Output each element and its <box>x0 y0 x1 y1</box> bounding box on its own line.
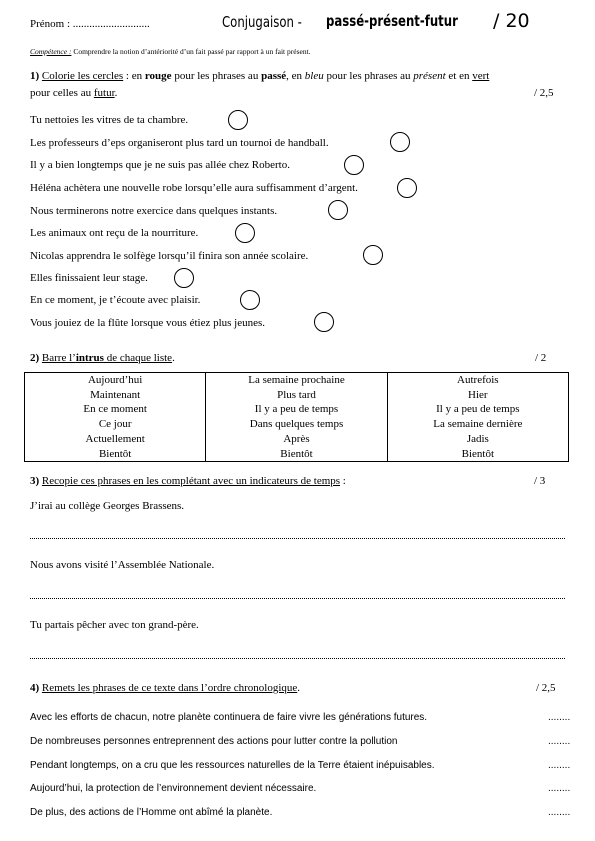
prenom-field[interactable]: Prénom : ............................ <box>30 18 150 30</box>
word-item[interactable]: La semaine prochaine <box>248 374 345 386</box>
ex3-instruction: 3) Recopie ces phrases en les complétant avec un indicateurs de temps : <box>30 475 346 487</box>
ex1-sentence: Nous terminerons notre exercice dans quelques instants. <box>30 205 278 217</box>
word-item[interactable]: En ce moment <box>83 403 147 416</box>
answer-line[interactable] <box>30 658 565 659</box>
ex4-score: / 2,5 <box>536 682 556 694</box>
ex1-sentence: Héléna achètera une nouvelle robe lorsqu’elle aura suffisamment d’argent. <box>30 182 358 194</box>
title-subject: Conjugaison - <box>222 13 302 31</box>
word-item[interactable]: Plus tard <box>277 388 316 401</box>
page-title: passé-présent-futur <box>326 12 458 30</box>
ex1-instruction-line2: pour celles au futur. <box>30 87 118 99</box>
color-circle[interactable] <box>344 155 364 175</box>
color-circle[interactable] <box>397 178 417 198</box>
word-item[interactable]: Actuellement <box>85 432 145 445</box>
word-item[interactable]: Il y a peu de temps <box>254 403 339 416</box>
word-list-3 <box>387 373 568 462</box>
color-circle[interactable] <box>363 245 383 265</box>
competence-label: Compétence : <box>30 47 72 56</box>
word-item[interactable]: La semaine dernière <box>433 418 523 431</box>
total-score: / 20 <box>493 10 530 32</box>
ex4-sentence: Pendant longtemps, on a cru que les ressources naturelles de la Terre étaient inépuisables. <box>30 760 435 771</box>
ex2-instruction: 2) Barre l’intrus de chaque liste. <box>30 352 175 364</box>
word-item[interactable]: Il y a peu de temps <box>436 403 520 416</box>
word-lists-table <box>24 372 569 462</box>
ex4-sentence: De plus, des actions de l’Homme ont abîmé la planète. <box>30 807 273 818</box>
color-circle[interactable] <box>228 110 248 130</box>
ex1-sentence: Les animaux ont reçu de la nourriture. <box>30 227 199 239</box>
word-item[interactable]: Jadis <box>466 432 489 445</box>
word-list-2 <box>206 373 387 462</box>
order-answer-field[interactable]: ........ <box>548 783 571 794</box>
ex1-sentence: En ce moment, je t’écoute avec plaisir. <box>30 294 201 306</box>
word-item[interactable]: Hier <box>468 388 488 401</box>
ex4-sentence: Avec les efforts de chacun, notre planète continuera de faire vivre les générations futures. <box>30 712 428 723</box>
ex4-sentence: Aujourd’hui, la protection de l’environnement devient nécessaire. <box>30 783 317 794</box>
ex4-instruction: 4) Remets les phrases de ce texte dans l’ordre chronologique. <box>30 682 301 694</box>
color-circle[interactable] <box>328 200 348 220</box>
ex1-instruction: 1) Colorie les cercles : en rouge pour les phrases au passé, en bleu pour les phrases au présent et en vert <box>30 70 490 82</box>
color-circle[interactable] <box>235 223 255 243</box>
word-item[interactable]: Bientôt <box>461 447 495 460</box>
word-item[interactable]: Bientôt <box>98 447 132 460</box>
ex4-sentence: De nombreuses personnes entreprennent des actions pour lutter contre la pollution <box>30 736 398 747</box>
ex3-sentence: Tu partais pêcher avec ton grand-père. <box>30 619 199 631</box>
answer-line[interactable] <box>30 598 565 599</box>
competence-line <box>30 47 311 56</box>
ex2-score: / 2 <box>535 352 547 364</box>
word-item[interactable]: Maintenant <box>90 388 141 401</box>
color-circle[interactable] <box>390 132 410 152</box>
word-item[interactable]: Autrefois <box>457 374 499 386</box>
ex1-score: / 2,5 <box>534 87 554 99</box>
word-item[interactable]: Après <box>283 432 310 445</box>
competence-text: Comprendre la notion d’antériorité d’un fait passé par rapport à un fait présent. <box>73 47 311 56</box>
ex1-sentence: Les professeurs d’eps organiseront plus tard un tournoi de handball. <box>30 137 329 149</box>
order-answer-field[interactable]: ........ <box>548 760 571 771</box>
word-item[interactable]: Bientôt <box>280 447 313 460</box>
order-answer-field[interactable]: ........ <box>548 807 571 818</box>
ex1-sentence: Vous jouiez de la flûte lorsque vous étiez plus jeunes. <box>30 317 266 329</box>
word-list-1 <box>25 373 206 462</box>
ex3-score: / 3 <box>534 475 546 487</box>
color-circle[interactable] <box>240 290 260 310</box>
color-circle[interactable] <box>314 312 334 332</box>
ex3-sentence: J’irai au collège Georges Brassens. <box>30 500 185 512</box>
ex1-sentence: Tu nettoies les vitres de ta chambre. <box>30 114 189 126</box>
order-answer-field[interactable]: ........ <box>548 712 571 723</box>
color-circle[interactable] <box>174 268 194 288</box>
word-item[interactable]: Ce jour <box>98 418 132 431</box>
word-item[interactable]: Dans quelques temps <box>249 418 344 431</box>
answer-line[interactable] <box>30 538 565 539</box>
ex3-sentence: Nous avons visité l’Assemblée Nationale. <box>30 559 215 571</box>
word-item[interactable]: Aujourd’hui <box>87 374 143 386</box>
ex1-sentence: Nicolas apprendra le solfège lorsqu’il finira son année scolaire. <box>30 250 309 262</box>
ex1-sentence: Elles finissaient leur stage. <box>30 272 148 284</box>
order-answer-field[interactable]: ........ <box>548 736 571 747</box>
ex1-sentence: Il y a bien longtemps que je ne suis pas allée chez Roberto. <box>30 159 290 171</box>
